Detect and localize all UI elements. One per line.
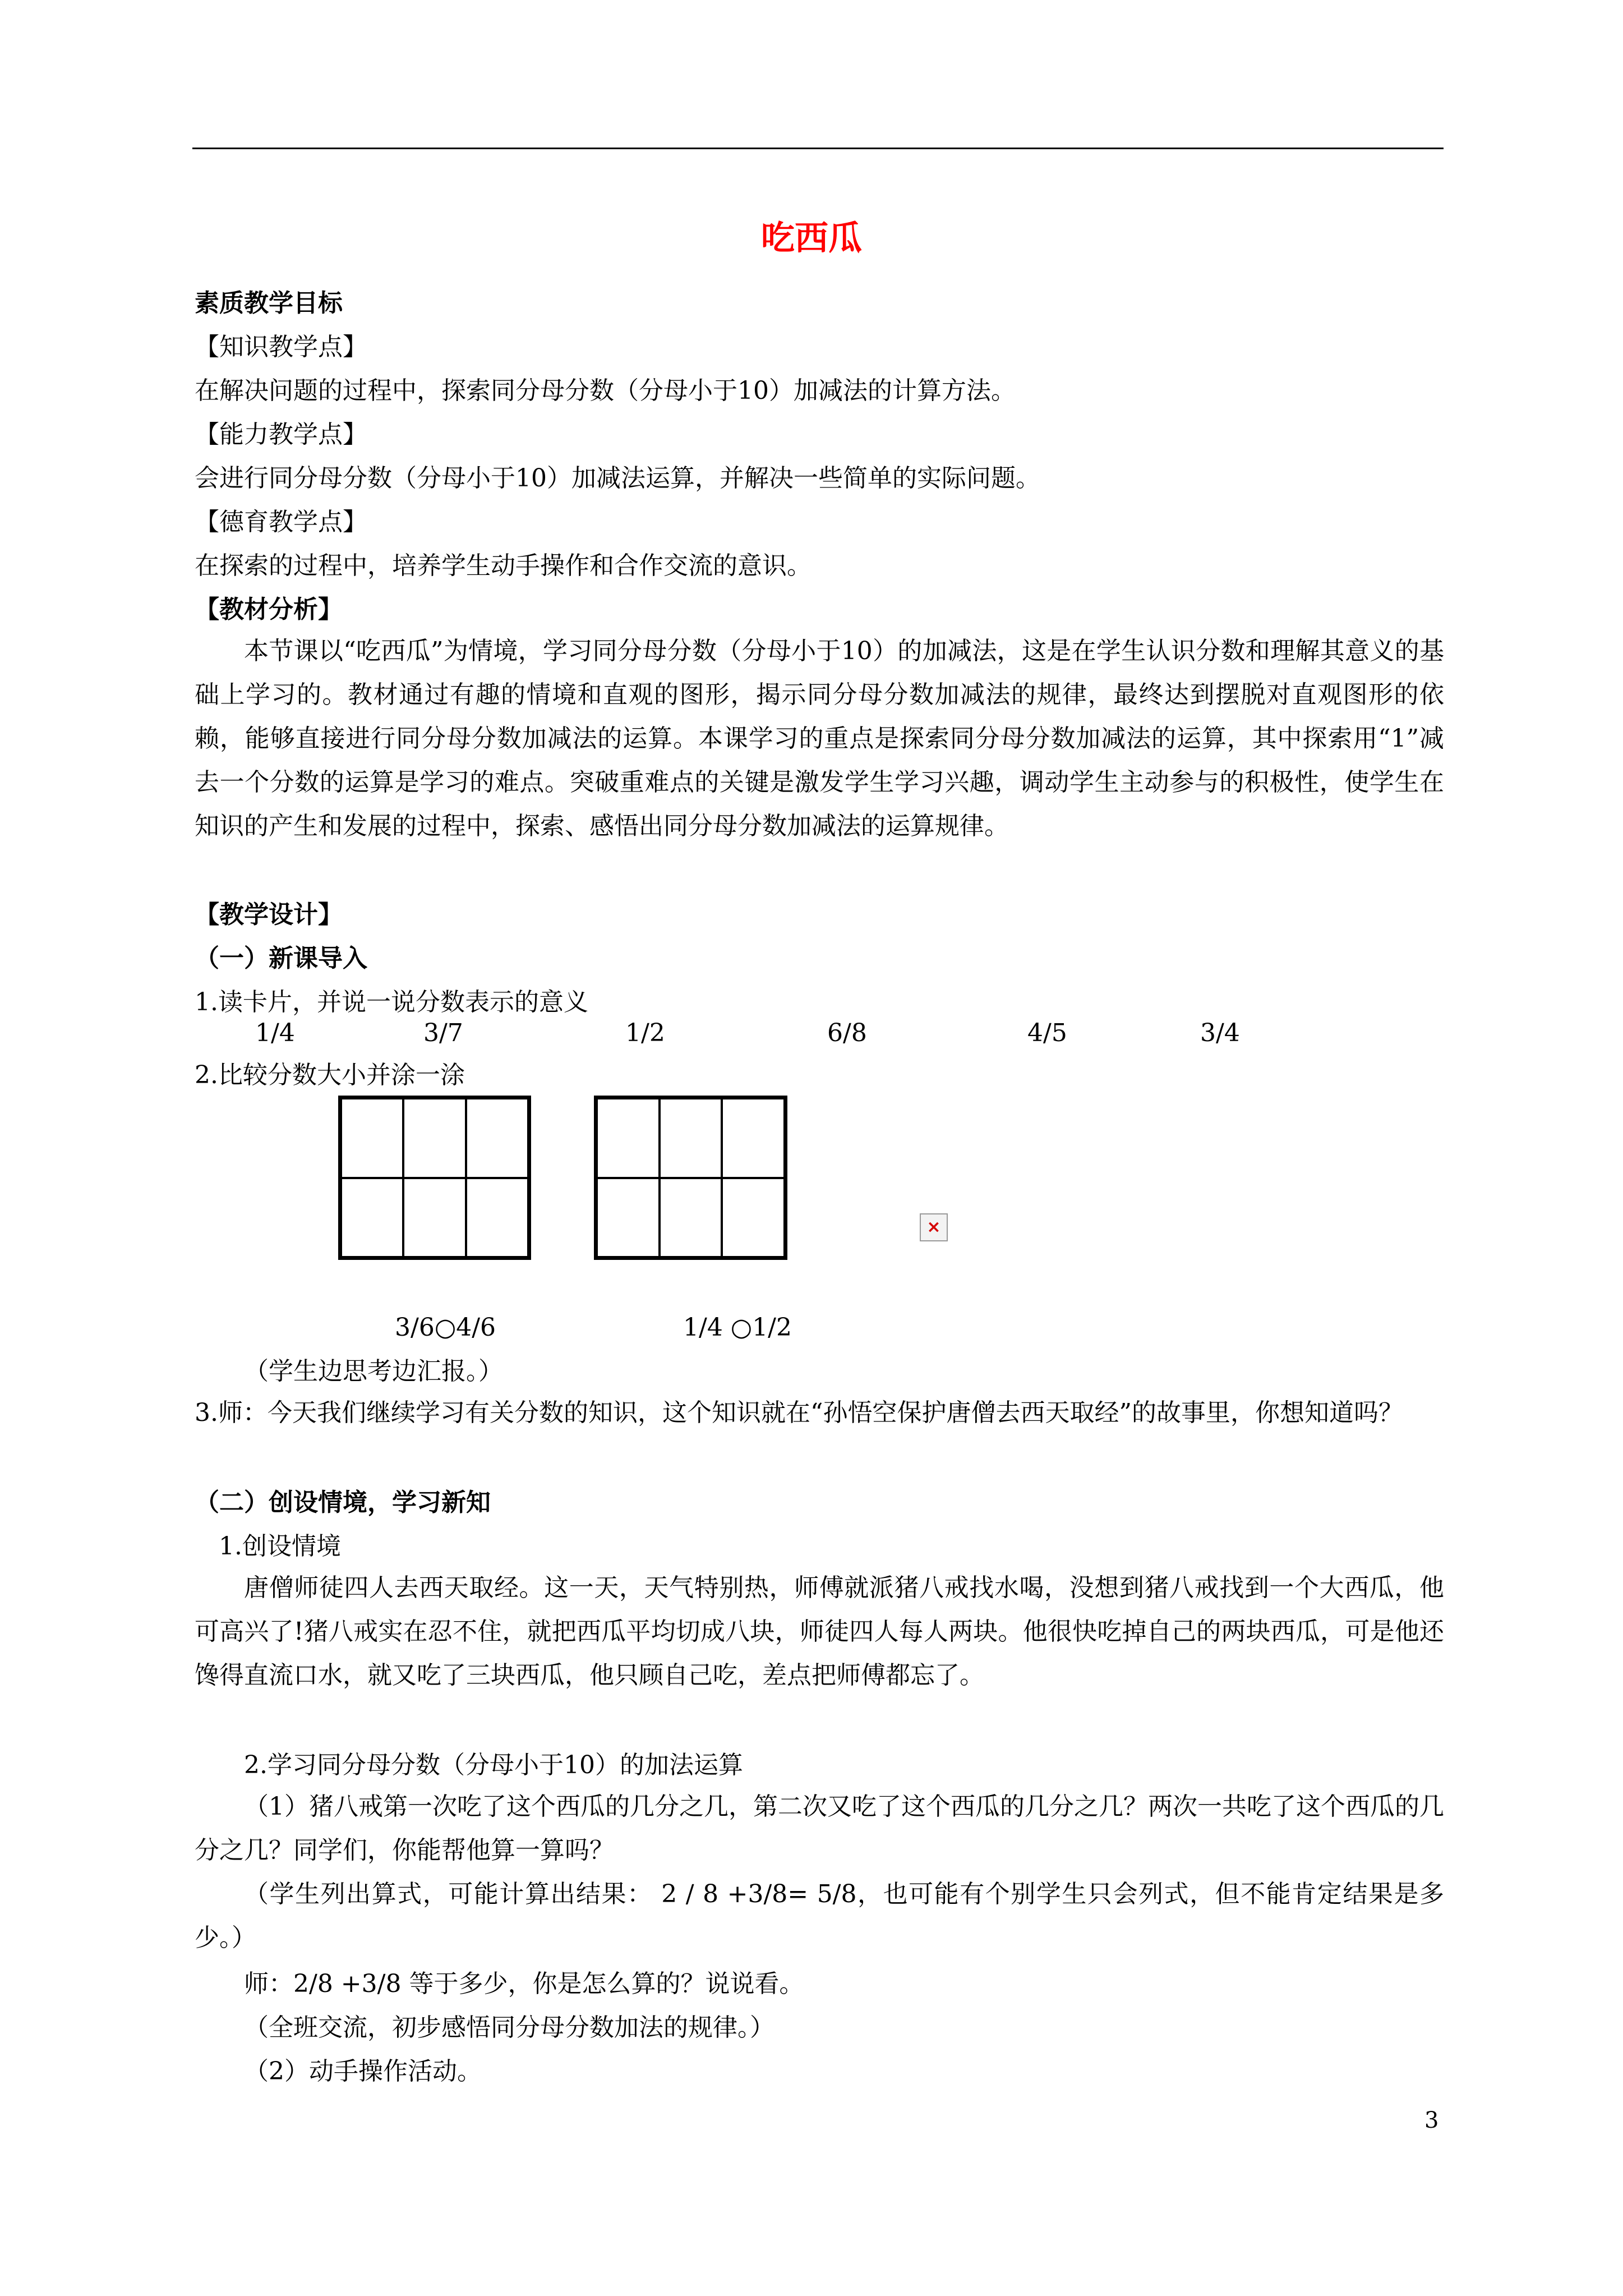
section2-heading: （二）创设情境，学习新知: [195, 1488, 491, 1517]
fraction-card: 4/5: [1027, 1019, 1067, 1047]
design-heading: 【教学设计】: [195, 900, 343, 929]
section2-item1: 1.创设情境: [219, 1532, 341, 1561]
moral-text: 在探索的过程中，培养学生动手操作和合作交流的意识。: [195, 551, 811, 580]
grid-cell: [722, 1098, 785, 1178]
fraction-card: 3/7: [423, 1019, 463, 1047]
section1-item3: 3.师：今天我们继续学习有关分数的知识，这个知识就在“孙悟空保护唐僧去西天取经”的故事里，你想知道吗？: [195, 1398, 1403, 1427]
student-note: （学生边思考边汇报。）: [244, 1357, 503, 1386]
grid-cell: [403, 1178, 465, 1258]
question-1-note: （学生列出算式，可能计算出结果： 2 / 8 +3/8= 5/8，也可能有个别学生只会列式，但不能肯定结果是多少。）: [195, 1880, 1444, 1952]
fraction-grid-left: [338, 1096, 531, 1260]
compare-left: 3/6○4/6: [395, 1313, 496, 1342]
section1-heading: （一）新课导入: [195, 944, 367, 973]
class-exchange: （全班交流，初步感悟同分母分数加法的规律。）: [244, 2013, 774, 2042]
broken-image-glyph: ×: [926, 1217, 941, 1237]
section1-item2: 2.比较分数大小并涂一涂: [195, 1061, 465, 1089]
header-rule: [192, 148, 1444, 149]
fraction-card: 1/4: [255, 1019, 295, 1047]
knowledge-text: 在解决问题的过程中，探索同分母分数（分母小于10）加减法的计算方法。: [195, 376, 1016, 405]
grid-cell: [597, 1178, 660, 1258]
grid-cell: [341, 1178, 403, 1258]
analysis-paragraph: 本节课以“吃西瓜”为情境，学习同分母分数（分母小于10）的加减法，这是在学生认识分数和理解其意义的基础上学习的。教材通过有趣的情境和直观的图形，揭示同分母分数加减法的规律，最终达到摆脱对直观图形的依赖，能够直接进行同分母分数加减法的运算。本课学习的重点是探索同分母分数加减法的运算，其中探索用“1”减去一个分数的运算是学习的难点。突破重难点的关键是激发学生学习兴趣，调动学生主动参与的积极性，使学生在知识的产生和发展的过程中，探索、感悟出同分母分数加减法的运算规律。: [195, 637, 1444, 840]
question-2: （2）动手操作活动。: [244, 2057, 482, 2086]
grid-cell: [660, 1178, 722, 1258]
fraction-card: 6/8: [827, 1019, 867, 1047]
question-1: （1）猪八戒第一次吃了这个西瓜的几分之几，第二次又吃了这个西瓜的几分之几？两次一共吃了这个西瓜的几分之几？同学们，你能帮他算一算吗？: [195, 1792, 1444, 1865]
grid-cell: [403, 1098, 465, 1178]
ability-text: 会进行同分母分数（分母小于10）加减法运算，并解决一些简单的实际问题。: [195, 464, 1040, 493]
ability-heading: 【能力教学点】: [195, 420, 367, 449]
grid-cell: [341, 1098, 403, 1178]
analysis-heading: 【教材分析】: [195, 595, 343, 624]
grid-cell: [466, 1098, 528, 1178]
broken-image-icon: [920, 1213, 948, 1241]
teacher-line: 师：2/8 +3/8 等于多少，你是怎么算的？说说看。: [244, 1970, 804, 1998]
section2-item2: 2.学习同分母分数（分母小于10）的加法运算: [244, 1751, 743, 1779]
moral-heading: 【德育教学点】: [195, 508, 367, 536]
fraction-grid-right: [594, 1096, 787, 1260]
grid-cell: [660, 1098, 722, 1178]
fraction-card: 1/2: [625, 1019, 665, 1047]
page-number: 3: [1424, 2108, 1439, 2133]
section1-item1: 1.读卡片，并说一说分数表示的意义: [195, 988, 588, 1016]
grid-cell: [466, 1178, 528, 1258]
knowledge-heading: 【知识教学点】: [195, 333, 367, 361]
grid-cell: [597, 1098, 660, 1178]
fraction-card: 3/4: [1200, 1019, 1240, 1047]
page-title: 吃西瓜: [761, 219, 862, 258]
goals-heading: 素质教学目标: [195, 289, 343, 318]
story-paragraph: 唐僧师徒四人去西天取经。这一天，天气特别热，师傅就派猪八戒找水喝，没想到猪八戒找到一个大西瓜，他可高兴了!猪八戒实在忍不住，就把西瓜平均切成八块，师徒四人每人两块。他很快吃掉自己的两块西瓜，可是他还馋得直流口水，就又吃了三块西瓜，他只顾自己吃，差点把师傅都忘了。: [195, 1573, 1444, 1690]
compare-right: 1/4 ○1/2: [683, 1313, 792, 1342]
grid-cell: [722, 1178, 785, 1258]
